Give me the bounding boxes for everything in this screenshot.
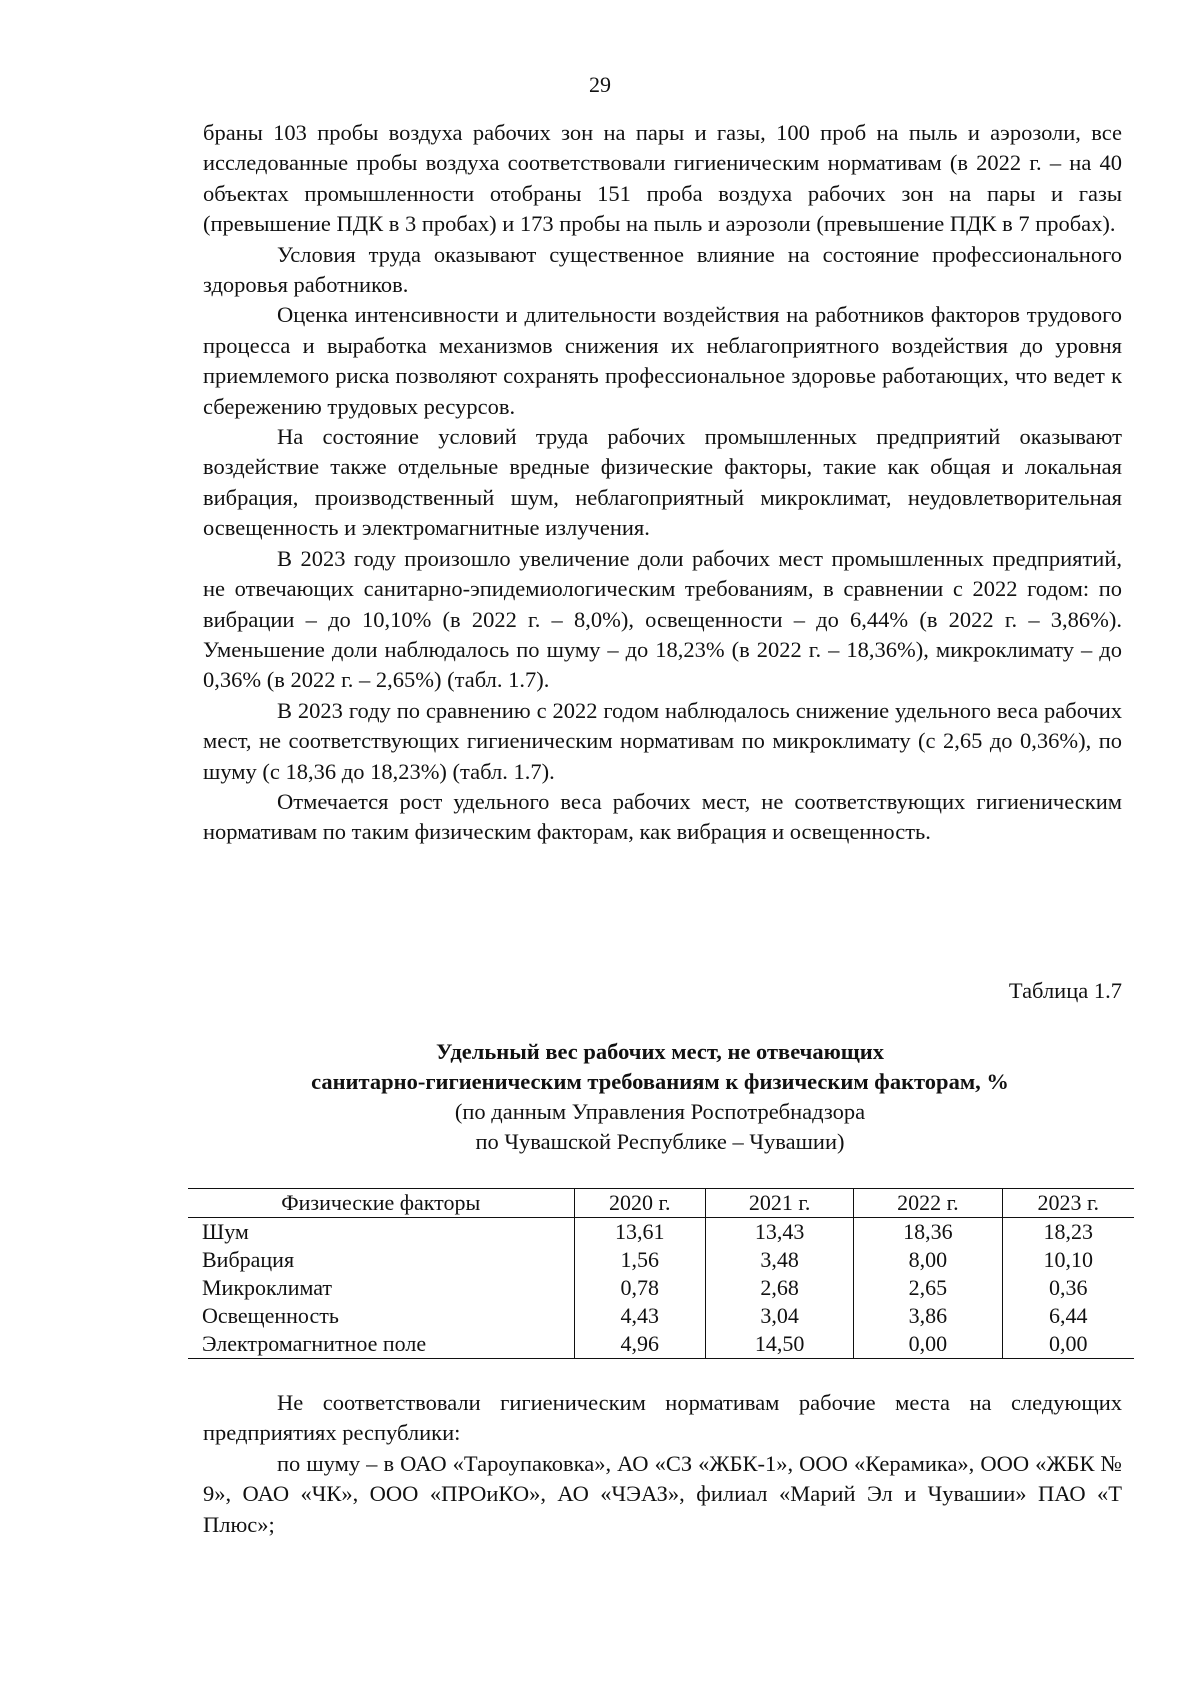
table-subtitle-line-2: по Чувашской Республике – Чувашии): [475, 1129, 845, 1154]
cell-value: 0,00: [1002, 1330, 1134, 1359]
cell-value: 13,61: [574, 1218, 705, 1247]
cell-value: 18,23: [1002, 1218, 1134, 1247]
table-row: [188, 1274, 1134, 1302]
table-label: Таблица 1.7: [1008, 978, 1122, 1003]
physical-factors-table: [188, 1188, 1134, 1359]
row-label: Электромагнитное поле: [188, 1330, 574, 1359]
cell-value: 3,86: [854, 1302, 1002, 1330]
paragraph-after-table-1: Не соответствовали гигиеническим нормативам рабочие места на следующих предприятиях республики:: [203, 1390, 1122, 1446]
body-text: [203, 118, 1122, 848]
cell-value: 4,43: [574, 1302, 705, 1330]
row-label: Освещенность: [202, 1303, 339, 1328]
table-subtitle-line-1: (по данным Управления Роспотребнадзора: [454, 1099, 866, 1124]
cell-value: 3,04: [705, 1302, 853, 1330]
table-row: [188, 1246, 1134, 1274]
page-number: 29: [589, 72, 611, 97]
cell-value: 14,50: [705, 1330, 853, 1359]
cell-value: 1,56: [574, 1246, 705, 1274]
row-label: Шум: [202, 1219, 249, 1244]
cell-value: 3,48: [705, 1246, 853, 1274]
paragraph-2: Условия труда оказывают существенное влияние на состояние профессионального здоровья работников.: [203, 241, 1122, 298]
paragraph-after-table-2: по шуму – в ОАО «Тароупаковка», АО «СЗ «ЖБК-1», ООО «Керамика», ООО «ЖБК № 9», ОАО «ЧК», ООО «ПРОиКО», АО «ЧЭАЗ», филиал «Марий Эл и Чувашии» ПАО «Т Плюс»;: [203, 1450, 1122, 1537]
paragraph-5: В 2023 году произошло увеличение доли рабочих мест промышленных предприятий, не отвечающих санитарно-эпидемиологическим требованиям, в сравнении с 2022 годом: по вибрации – до 10,10% (в 2022 г. – 8,0%), освещенности – до 6,44% (в 2022 г. – 3,86%). Уменьшение доли наблюдалось по шуму – до 18,23% (в 2022 г. – 18,36%), микроклимату – до 0,36% (в 2022 г. – 2,65%) (табл. 1.7).: [203, 545, 1122, 693]
paragraph-7: Отмечается рост удельного веса рабочих мест, не соответствующих гигиеническим нормативам по таким физическим факторам, как вибрация и освещенность.: [203, 788, 1122, 845]
header-2023: 2023 г.: [1002, 1189, 1134, 1218]
cell-value: 13,43: [705, 1218, 853, 1247]
cell-value: 0,36: [1002, 1274, 1134, 1302]
cell-value: 10,10: [1002, 1246, 1134, 1274]
header-2020: 2020 г.: [574, 1189, 705, 1218]
table-title-line-2: санитарно-гигиеническим требованиям к физическим факторам, %: [311, 1069, 1009, 1094]
cell-value: 2,68: [705, 1274, 853, 1302]
cell-value: 8,00: [854, 1246, 1002, 1274]
table-row: [188, 1218, 1134, 1247]
row-label: Вибрация: [202, 1247, 295, 1272]
cell-value: 6,44: [1002, 1302, 1134, 1330]
table-row: [188, 1302, 1134, 1330]
header-2022: 2022 г.: [854, 1189, 1002, 1218]
cell-value: 4,96: [574, 1330, 705, 1359]
table-title: [0, 1037, 1200, 1157]
cell-value: 0,00: [854, 1330, 1002, 1359]
row-label: Микроклимат: [202, 1275, 333, 1300]
table-title-line-1: Удельный вес рабочих мест, не отвечающих: [436, 1039, 884, 1064]
paragraph-4: На состояние условий труда рабочих промышленных предприятий оказывают воздействие также отдельные вредные физические факторы, такие как общая и локальная вибрация, производственный шум, неблагоприятный микроклимат, неудовлетворительная освещенность и электромагнитные излучения.: [203, 424, 1122, 541]
header-factors: Физические факторы: [188, 1189, 574, 1218]
cell-value: 0,78: [574, 1274, 705, 1302]
bottom-text: [203, 1388, 1122, 1540]
paragraph-1: браны 103 пробы воздуха рабочих зон на пары и газы, 100 проб на пыль и аэрозоли, все исследованные пробы воздуха соответствовали гигиеническим нормативам (в 2022 г. – на 40 объектах промышленности отобраны 151 проба воздуха рабочих зон на пары и газы (превышение ПДК в 3 пробах) и 173 пробы на пыль и аэрозоли (превышение ПДК в 7 пробах).: [203, 120, 1122, 237]
table-header-row: [188, 1189, 1134, 1218]
paragraph-3: Оценка интенсивности и длительности воздействия на работников факторов трудового процесса и выработка механизмов снижения их неблагоприятного воздействия до уровня приемлемого риска позволяют сохранять профессиональное здоровье работающих, что ведет к сбережению трудовых ресурсов.: [203, 302, 1122, 419]
header-2021: 2021 г.: [705, 1189, 853, 1218]
table-row: [188, 1330, 1134, 1359]
paragraph-6: В 2023 году по сравнению с 2022 годом наблюдалось снижение удельного веса рабочих мест, не соответствующих гигиеническим нормативам по микроклимату (с 2,65 до 0,36%), по шуму (с 18,36 до 18,23%) (табл. 1.7).: [203, 697, 1122, 784]
cell-value: 18,36: [854, 1218, 1002, 1247]
cell-value: 2,65: [854, 1274, 1002, 1302]
